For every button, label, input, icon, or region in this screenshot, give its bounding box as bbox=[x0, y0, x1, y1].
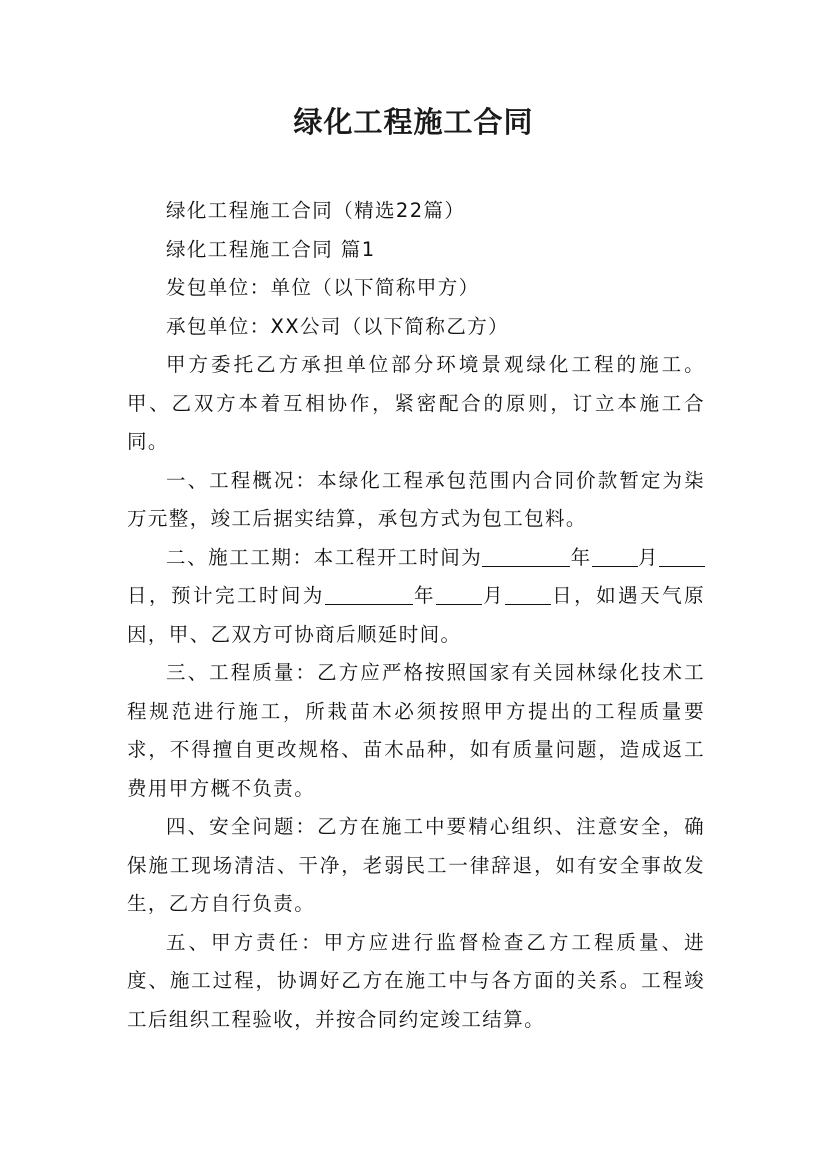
start-month-blank bbox=[592, 546, 638, 567]
start-day-blank bbox=[659, 546, 705, 567]
party-b: 承包单位：XX公司（以下简称乙方） bbox=[166, 314, 510, 338]
month-label: 月 bbox=[637, 545, 659, 569]
party-a: 发包单位：单位（以下简称甲方） bbox=[166, 276, 480, 299]
start-year-blank bbox=[482, 546, 570, 567]
clause-3-quality: 三、工程质量：乙方应严格按照国家有关园林绿化技术工程规范进行施工，所栽苗木必须按照甲方提出的工程质量要求，不得擅自更改规格、苗木品种，如有质量问题，造成返工费用甲方概不负责。 bbox=[127, 661, 705, 800]
end-day-blank bbox=[505, 584, 551, 605]
end-year-blank bbox=[325, 584, 413, 605]
section-heading: 绿化工程施工合同 篇1 bbox=[166, 237, 376, 261]
document-title: 绿化工程施工合同 bbox=[293, 105, 534, 139]
document-body bbox=[127, 192, 705, 1039]
clause-5-party-a-duty: 五、甲方责任：甲方应进行监督检查乙方工程质量、进度、施工过程，协调好乙方在施工中与各方面的关系。工程竣工后组织工程验收，并按合同约定竣工结算。 bbox=[127, 930, 705, 1031]
month-label-2: 月 bbox=[481, 584, 506, 607]
year-label-2: 年 bbox=[412, 584, 436, 607]
intro-paragraph: 甲方委托乙方承担单位部分环境景观绿化工程的施工。甲、乙双方本着互相协作，紧密配合的原则，订立本施工合同。 bbox=[127, 353, 705, 453]
clause-2-text-3: 日，如遇天气原因，甲、乙双方可协商后顺延时间。 bbox=[127, 584, 705, 646]
clause-2-text: 二、施工工期：本工程开工时间为 bbox=[166, 545, 483, 569]
clause-2-text-2: 日，预计完工时间为 bbox=[127, 584, 325, 607]
year-label: 年 bbox=[570, 545, 592, 569]
clause-4-safety: 四、安全问题：乙方在施工中要精心组织、注意安全，确保施工现场清洁、干净，老弱民工一律辞退，如有安全事故发生，乙方自行负责。 bbox=[127, 815, 705, 915]
subtitle: 绿化工程施工合同（精选22篇） bbox=[166, 199, 466, 222]
end-month-blank bbox=[436, 584, 482, 605]
clause-2-schedule bbox=[127, 539, 705, 655]
clause-1-overview: 一、工程概况：本绿化工程承包范围内合同价款暂定为柒万元整，竣工后据实结算，承包方式为包工包料。 bbox=[127, 468, 705, 530]
